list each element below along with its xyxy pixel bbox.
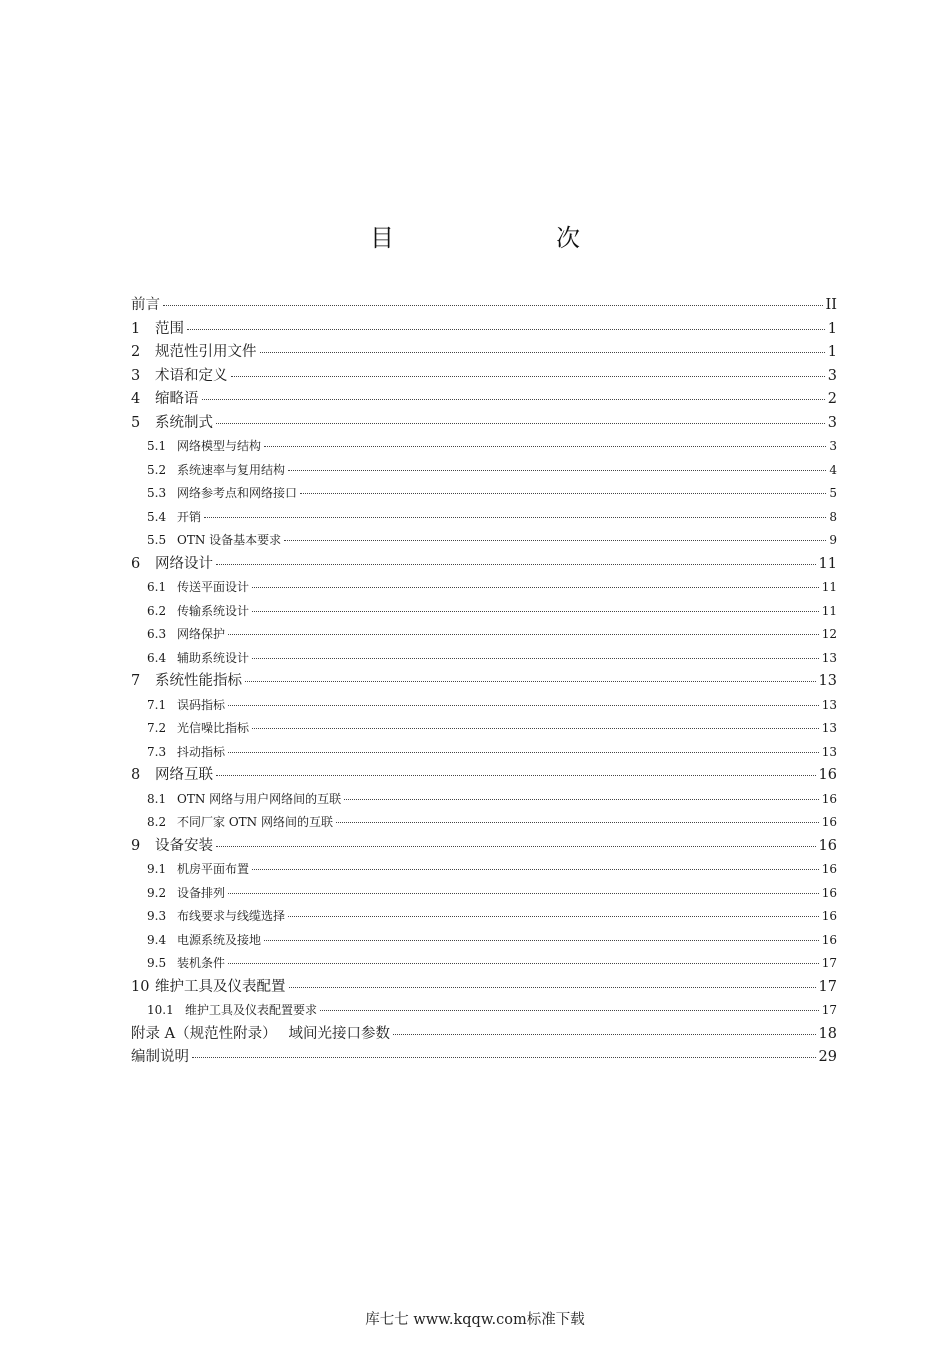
toc-entry-title: 误码指标 xyxy=(177,697,226,712)
toc-entry-title: 网络模型与结构 xyxy=(177,439,262,453)
toc-entry[interactable] xyxy=(131,482,837,506)
toc-entry-page-number: II xyxy=(825,297,837,313)
toc-entry-title: OTN 网络与用户网络间的互联 xyxy=(177,791,342,806)
toc-entry-page-number: 1 xyxy=(827,320,837,337)
toc-entry[interactable] xyxy=(131,835,837,859)
toc-entry-page-number: 17 xyxy=(818,978,837,995)
toc-entry-page-number: 17 xyxy=(821,956,837,970)
toc-entry-number: 7 xyxy=(131,673,141,689)
toc-entry[interactable] xyxy=(131,764,837,788)
toc-entry-title: 抖动指标 xyxy=(177,744,226,759)
toc-entry-number: 7.3 xyxy=(147,744,167,759)
toc-dot-leader xyxy=(204,511,826,518)
toc-dot-leader xyxy=(192,1051,816,1058)
toc-entry-page-number: 18 xyxy=(818,1025,837,1042)
toc-entry[interactable] xyxy=(131,318,837,342)
toc-dot-leader xyxy=(228,628,819,635)
toc-entry-number: 10.1 xyxy=(147,1003,174,1017)
toc-dot-leader xyxy=(216,840,816,847)
toc-entry[interactable] xyxy=(131,435,837,459)
toc-entry-title: 缩略语 xyxy=(155,391,199,407)
toc-dot-leader xyxy=(231,370,825,377)
toc-entry[interactable] xyxy=(131,929,837,953)
toc-entry-page-number: 3 xyxy=(827,414,837,431)
toc-entry[interactable] xyxy=(131,882,837,906)
toc-dot-leader xyxy=(252,863,819,870)
toc-dot-leader xyxy=(228,957,819,964)
toc-entry-number: 7.1 xyxy=(147,697,167,712)
toc-entry-page-number: 16 xyxy=(821,862,837,876)
toc-entry[interactable] xyxy=(131,717,837,741)
toc-entry-number: 9.5 xyxy=(147,956,167,970)
toc-entry-page-number: 2 xyxy=(827,391,837,407)
toc-entry-page-number: 16 xyxy=(818,837,837,854)
page-title: 目 次 xyxy=(370,224,618,252)
toc-dot-leader xyxy=(344,793,819,800)
toc-entry-title: 网络保护 xyxy=(177,627,226,641)
toc-entry[interactable] xyxy=(131,858,837,882)
toc-entry-number: 5.2 xyxy=(147,462,167,477)
table-of-contents xyxy=(131,294,837,1070)
toc-entry-number: 6.3 xyxy=(147,627,167,641)
toc-entry-number: 9.1 xyxy=(147,862,167,876)
toc-dot-leader xyxy=(288,464,826,471)
toc-entry-page-number: 3 xyxy=(829,439,837,453)
toc-entry[interactable] xyxy=(131,576,837,600)
toc-entry-number: 8 xyxy=(131,767,141,783)
toc-entry[interactable] xyxy=(131,999,837,1023)
toc-entry-page-number: 11 xyxy=(821,580,837,594)
toc-entry[interactable] xyxy=(131,553,837,577)
toc-entry-title: 开销 xyxy=(177,509,202,524)
toc-entry-title: 系统速率与复用结构 xyxy=(177,462,286,477)
toc-entry-number: 6.1 xyxy=(147,580,167,594)
toc-dot-leader xyxy=(260,346,825,353)
toc-entry-number: 3 xyxy=(131,367,141,384)
toc-entry[interactable] xyxy=(131,788,837,812)
toc-entry-title: 设备安装 xyxy=(155,837,213,854)
toc-entry-number: 6 xyxy=(131,555,141,572)
toc-entry-page-number: 17 xyxy=(821,1003,837,1017)
toc-entry-page-number: 13 xyxy=(818,673,837,689)
toc-entry-title: 前言 xyxy=(131,297,160,313)
toc-entry[interactable] xyxy=(131,623,837,647)
toc-entry-title: 电源系统及接地 xyxy=(177,932,262,947)
toc-entry-title: 网络参考点和网络接口 xyxy=(177,486,298,500)
toc-entry[interactable] xyxy=(131,529,837,553)
toc-entry-number: 4 xyxy=(131,391,141,407)
toc-entry-title: 网络互联 xyxy=(155,767,213,783)
toc-entry[interactable] xyxy=(131,694,837,718)
toc-entry-title: 设备排列 xyxy=(177,885,226,900)
toc-entry[interactable] xyxy=(131,341,837,365)
toc-entry-number: 5.4 xyxy=(147,509,167,524)
toc-entry-title: 系统性能指标 xyxy=(155,673,242,689)
toc-dot-leader xyxy=(284,534,826,541)
toc-entry-title: 附录 A（规范性附录） 域间光接口参数 xyxy=(131,1025,390,1042)
toc-dot-leader xyxy=(216,558,816,565)
toc-entry-number: 8.1 xyxy=(147,791,167,806)
toc-entry-title: 维护工具及仪表配置 xyxy=(155,978,286,995)
toc-entry[interactable] xyxy=(131,459,837,483)
toc-dot-leader xyxy=(163,299,823,306)
toc-entry[interactable] xyxy=(131,670,837,694)
toc-entry-page-number: 5 xyxy=(829,486,837,500)
toc-dot-leader xyxy=(252,581,819,588)
toc-entry-page-number: 16 xyxy=(821,885,837,900)
toc-entry-title: 网络设计 xyxy=(155,555,213,572)
toc-entry-page-number: 12 xyxy=(821,627,837,641)
toc-entry-title: 规范性引用文件 xyxy=(155,344,257,360)
toc-entry[interactable] xyxy=(131,365,837,389)
toc-entry-title: 装机条件 xyxy=(177,956,226,970)
toc-entry-number: 2 xyxy=(131,344,141,360)
toc-dot-leader xyxy=(393,1028,816,1035)
toc-dot-leader xyxy=(252,722,819,729)
toc-entry-page-number: 29 xyxy=(818,1049,837,1065)
toc-entry-page-number: 13 xyxy=(821,721,837,735)
toc-entry-number: 5.5 xyxy=(147,533,167,547)
toc-dot-leader xyxy=(187,323,825,330)
toc-entry-title: 传送平面设计 xyxy=(177,580,250,594)
toc-entry[interactable] xyxy=(131,1046,837,1070)
toc-entry-number: 10 xyxy=(131,978,150,995)
toc-entry-title: 辅助系统设计 xyxy=(177,650,250,665)
toc-dot-leader xyxy=(300,487,826,494)
toc-entry-page-number: 16 xyxy=(821,815,837,829)
toc-entry-number: 9.2 xyxy=(147,885,167,900)
toc-entry-page-number: 3 xyxy=(827,367,837,384)
toc-entry-title: 范围 xyxy=(155,320,184,337)
page-footer: 库七七 www.kqqw.com标准下载 xyxy=(365,1312,585,1328)
toc-entry[interactable] xyxy=(131,1023,837,1047)
toc-dot-leader xyxy=(216,417,825,424)
toc-entry-title: 布线要求与线缆选择 xyxy=(177,909,286,923)
toc-entry[interactable] xyxy=(131,741,837,765)
toc-entry[interactable] xyxy=(131,600,837,624)
toc-entry[interactable] xyxy=(131,506,837,530)
toc-dot-leader xyxy=(228,699,819,706)
toc-dot-leader xyxy=(264,934,819,941)
toc-entry-title: 系统制式 xyxy=(155,414,213,431)
toc-entry-page-number: 8 xyxy=(829,509,837,524)
toc-entry-number: 8.2 xyxy=(147,815,167,829)
toc-dot-leader xyxy=(228,887,819,894)
toc-dot-leader xyxy=(320,1004,819,1011)
toc-entry[interactable] xyxy=(131,952,837,976)
toc-entry-number: 9.4 xyxy=(147,932,167,947)
toc-dot-leader xyxy=(264,440,826,447)
toc-entry-title: 术语和定义 xyxy=(155,367,228,384)
toc-entry-title: 不同厂家 OTN 网络间的互联 xyxy=(177,815,333,829)
toc-entry-page-number: 16 xyxy=(821,932,837,947)
toc-entry-number: 5 xyxy=(131,414,141,431)
toc-dot-leader xyxy=(289,981,816,988)
toc-entry-page-number: 11 xyxy=(821,603,837,618)
toc-entry[interactable] xyxy=(131,976,837,1000)
toc-entry-number: 6.2 xyxy=(147,603,167,618)
toc-entry-page-number: 13 xyxy=(821,650,837,665)
toc-entry-number: 9.3 xyxy=(147,909,167,923)
toc-entry[interactable] xyxy=(131,905,837,929)
toc-entry-title: 传输系统设计 xyxy=(177,603,250,618)
toc-dot-leader xyxy=(216,769,816,776)
toc-entry-page-number: 11 xyxy=(818,555,837,572)
toc-entry-number: 9 xyxy=(131,837,141,854)
toc-entry-number: 6.4 xyxy=(147,650,167,665)
toc-dot-leader xyxy=(288,910,819,917)
toc-dot-leader xyxy=(202,393,825,400)
toc-dot-leader xyxy=(252,652,819,659)
toc-entry-page-number: 13 xyxy=(821,697,837,712)
toc-entry-title: OTN 设备基本要求 xyxy=(177,533,282,547)
toc-entry-page-number: 16 xyxy=(818,767,837,783)
toc-entry-page-number: 16 xyxy=(821,791,837,806)
toc-entry-title: 光信噪比指标 xyxy=(177,721,250,735)
toc-entry-number: 1 xyxy=(131,320,141,337)
toc-entry-title: 编制说明 xyxy=(131,1049,189,1065)
toc-entry-title: 机房平面布置 xyxy=(177,862,250,876)
toc-entry[interactable] xyxy=(131,388,837,412)
toc-entry[interactable] xyxy=(131,294,837,318)
toc-entry-page-number: 4 xyxy=(829,462,837,477)
toc-entry-title: 维护工具及仪表配置要求 xyxy=(185,1003,318,1017)
toc-entry-page-number: 9 xyxy=(829,533,837,547)
toc-entry-number: 7.2 xyxy=(147,721,167,735)
toc-dot-leader xyxy=(245,675,816,682)
toc-entry-page-number: 16 xyxy=(821,909,837,923)
toc-dot-leader xyxy=(252,605,819,612)
toc-entry-number: 5.3 xyxy=(147,486,167,500)
toc-entry[interactable] xyxy=(131,412,837,436)
toc-dot-leader xyxy=(336,816,819,823)
toc-entry[interactable] xyxy=(131,811,837,835)
toc-dot-leader xyxy=(228,746,819,753)
toc-entry-page-number: 1 xyxy=(827,344,837,360)
toc-entry[interactable] xyxy=(131,647,837,671)
toc-entry-page-number: 13 xyxy=(821,744,837,759)
toc-entry-number: 5.1 xyxy=(147,439,167,453)
